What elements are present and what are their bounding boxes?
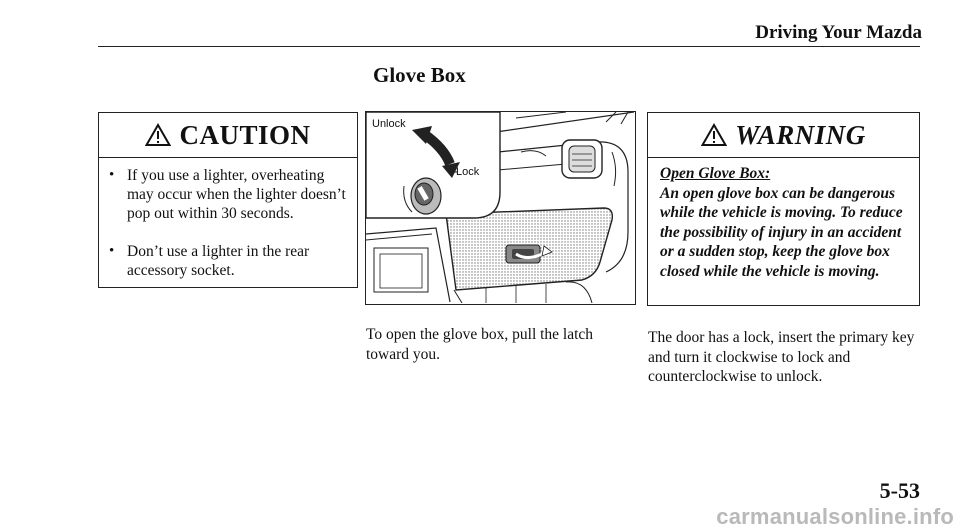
glove-box-illustration xyxy=(365,111,636,305)
open-instructions: To open the glove box, pull the latch toward you. xyxy=(366,326,594,363)
section-title: Glove Box xyxy=(373,63,466,87)
lock-instructions: The door has a lock, insert the primary key and turn it clockwise to lock and counterclockwise to unlock. xyxy=(648,329,915,385)
air-vent xyxy=(562,140,602,178)
page-number: 5-53 xyxy=(879,478,920,503)
page-header-title: Driving Your Mazda xyxy=(755,22,922,43)
header-rule xyxy=(98,46,920,47)
warning-triangle-icon xyxy=(701,123,727,147)
glove-box-drawing xyxy=(366,112,634,303)
caution-item: • If you use a lighter, overheating may occur when the lighter doesn’t pop out within 30 seconds. xyxy=(127,166,349,223)
watermark: carmanualsonline.info xyxy=(716,504,954,529)
warning-subtitle: Open Glove Box: xyxy=(660,165,771,182)
caution-item: • Don’t use a lighter in the rear accessory socket. xyxy=(127,242,349,280)
caution-box xyxy=(98,112,358,288)
warning-triangle-icon xyxy=(145,123,171,147)
caution-list xyxy=(99,158,357,280)
warning-text: An open glove box can be dangerous while the vehicle is moving. To reduce the possibility of injury in an accident or a sudden stop, keep the glove box closed while the vehicle is moving. xyxy=(660,184,903,280)
warning-label: WARNING xyxy=(735,119,866,150)
lock-label: Lock xyxy=(456,166,480,178)
warning-body xyxy=(648,158,919,281)
warning-box xyxy=(647,112,920,306)
caution-header xyxy=(99,113,357,158)
warning-header xyxy=(648,113,919,158)
unlock-label: Unlock xyxy=(372,118,406,130)
lock-inset xyxy=(366,112,500,218)
caution-label: CAUTION xyxy=(179,119,311,150)
